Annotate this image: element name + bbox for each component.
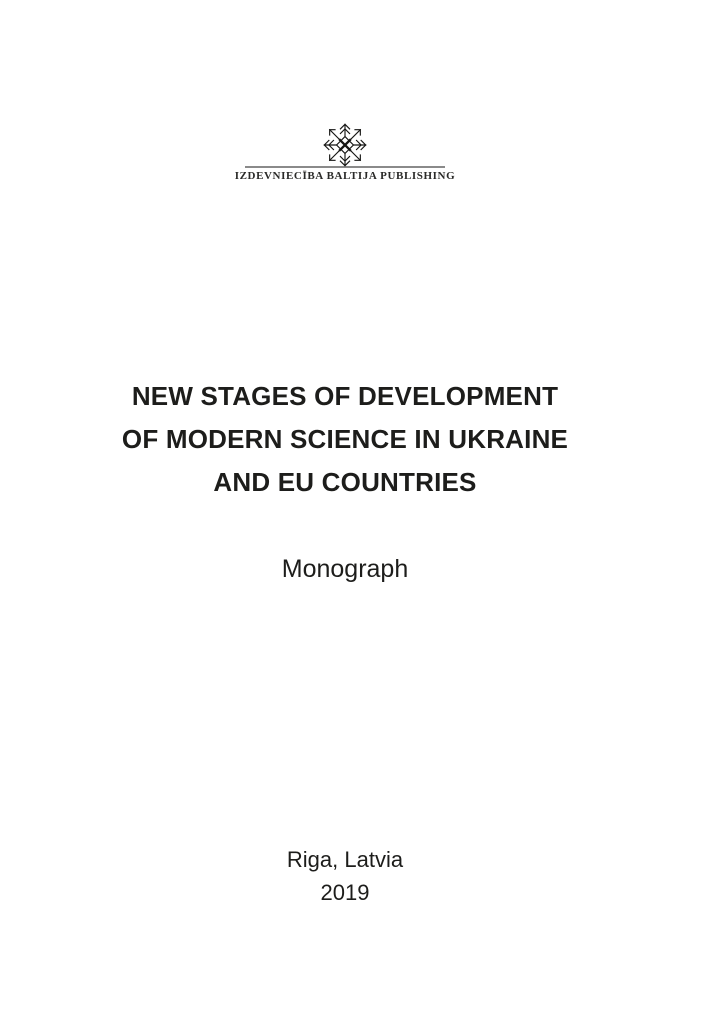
book-title	[0, 375, 690, 504]
imprint-year: 2019	[320, 880, 370, 905]
subtitle-monograph: Monograph	[281, 555, 409, 583]
imprint-place: Riga, Latvia	[286, 847, 404, 872]
imprint	[0, 843, 690, 909]
publisher-logo	[0, 122, 690, 182]
title-line-3: AND EU COUNTRIES	[213, 467, 477, 497]
title-line-1: NEW STAGES OF DEVELOPMENT	[131, 381, 559, 411]
title-line-2: OF MODERN SCIENCE IN UKRAINE	[121, 424, 569, 454]
snowflake-star-icon	[322, 122, 368, 168]
publisher-name: IZDEVNIECĪBA BALTIJA PUBLISHING	[234, 170, 456, 182]
